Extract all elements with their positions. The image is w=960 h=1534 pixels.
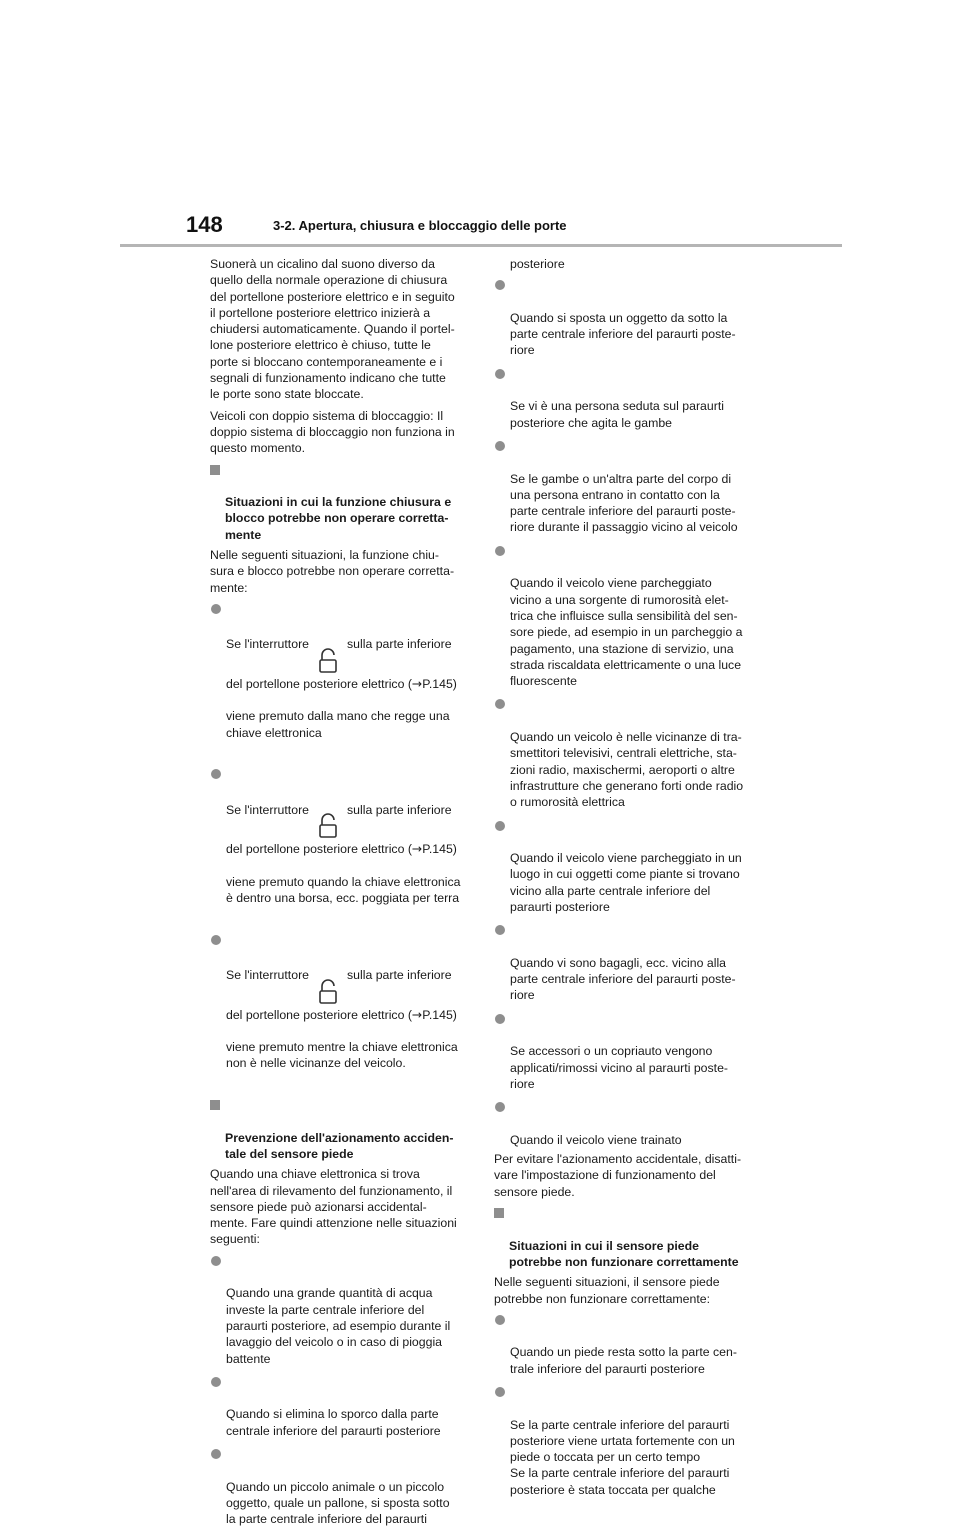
arrow-right-icon: → (411, 1007, 423, 1022)
circle-bullet-icon (495, 1014, 505, 1024)
item-text: Quando il veicolo viene parcheggiato in un luogo in cui oggetti come piante si trovano vicino alla parte centrale inferiore del paraurti posteriore (510, 851, 742, 914)
section-title: 3-2. Apertura, chiusura e bloccaggio delle porte (273, 218, 567, 233)
item-text: Se l'interruttore (226, 637, 309, 652)
circle-bullet-icon (211, 769, 221, 779)
paragraph: Nelle seguenti situazioni, la funzione chiu- sura e blocco potrebbe non operare corretta- mente: (210, 548, 455, 595)
item-text: Se vi è una persona seduta sul paraurti posteriore che agita le gambe (510, 399, 724, 430)
circle-bullet-icon (211, 1377, 221, 1387)
list-item (494, 438, 756, 536)
square-bullet-icon (494, 1208, 504, 1218)
list-item (494, 696, 756, 810)
page-number: 148 (186, 212, 223, 237)
heading-text: Situazioni in cui il sensore piede potrebbe non funzionare correttamente (509, 1238, 739, 1269)
item-text: Se l'interruttore (226, 968, 309, 983)
item-text: del portellone posteriore elettrico ( (226, 1007, 412, 1022)
item-text: del portellone posteriore elettrico ( (226, 676, 412, 691)
item-text: Quando il veicolo viene parcheggiato vicino a una sorgente di rumorosità elet- trica che influisce sulla sensibilità del sen- sore piede, ad esempio in un parcheggio a pagamento, una stazione di servizio, una strada riscaldata elettricamente o una luce fluorescente (510, 576, 743, 689)
item-text: Quando un piede resta sotto la parte cen- trale inferiore del paraurti posteriore (510, 1345, 737, 1376)
circle-bullet-icon (495, 280, 505, 290)
list-item (210, 1253, 468, 1367)
arrow-right-icon: → (411, 842, 423, 857)
item-text: Se le gambe o un'altra parte del corpo di una persona entrano in contatto con la parte centrale inferiore del paraurti poste- riore durante il passaggio vicino al veicolo (510, 471, 738, 535)
item-text: sulla parte inferiore (347, 968, 452, 983)
square-bullet-icon (210, 1100, 220, 1110)
circle-bullet-icon (495, 925, 505, 935)
paragraph: Nelle seguenti situazioni, il sensore piede potrebbe non funzionare correttamente: (494, 1275, 720, 1306)
paragraph: Suonerà un cicalino dal suono diverso da quello della normale operazione di chiusura del portellone posteriore elettrico e in seguito il portellone posteriore elettrico inizierà a chiudersi automaticamente. Quando il portel- lone posteriore elettrico è chiuso, tutte le porte si bloccano contemporaneamente e i segnali di funzionamento indicano che tutte le porte sono state bloccate. (210, 257, 455, 402)
lock-icon (313, 797, 343, 823)
paragraph-continuation: posteriore (510, 257, 565, 271)
item-text: Quando un veicolo è nelle vicinanze di tra- smettitori televisivi, centrali elettriche, sta- zioni radio, maxischermi, aeroporti o altre infrastrutture che generano forti onde radio o rumorosità elettrica (510, 730, 744, 810)
item-text: sulla parte inferiore (347, 802, 452, 817)
item-text: Quando si sposta un oggetto da sotto la parte centrale inferiore del paraurti poste- riore (510, 310, 736, 358)
paragraph: Veicoli con doppio sistema di bloccaggio: Il doppio sistema di bloccaggio non funziona in questo momento. (210, 408, 455, 456)
list-item (494, 366, 756, 431)
item-text: Quando un piccolo animale o un piccolo oggetto, quale un pallone, si sposta sotto la parte centrale inferiore del paraurti (226, 1479, 450, 1527)
lock-icon (313, 632, 343, 658)
list-item (494, 543, 756, 690)
item-text: sulla parte inferiore (347, 637, 452, 652)
item-text: viene premuto mentre la chiave elettronica non è nelle vicinanze del veicolo. (226, 1040, 458, 1071)
item-text: viene premuto quando la chiave elettronica è dentro una borsa, ecc. poggiata per terra (226, 874, 461, 906)
circle-bullet-icon (495, 1315, 505, 1325)
section-heading (494, 1205, 756, 1270)
list-item (210, 932, 468, 1088)
list-item (210, 1374, 468, 1439)
heading-text: Situazioni in cui la funzione chiusura e blocco potrebbe non operare corretta- mente (225, 495, 452, 542)
paragraph: Quando una chiave elettronica si trova nell'area di rilevamento del funzionamento, il sensore piede può azionarsi accidental- mente. Fare quindi attenzione nelle situazioni seguenti: (210, 1167, 457, 1247)
list-item (494, 922, 756, 1003)
list-item (494, 277, 756, 358)
item-text: Quando il veicolo viene trainato (510, 1132, 682, 1147)
square-bullet-icon (210, 465, 220, 475)
left-column (210, 256, 468, 1534)
right-column (494, 256, 756, 1505)
item-text: Se l'interruttore (226, 802, 309, 817)
item-text: Quando si elimina lo sporco dalla parte centrale inferiore del paraurti posteriore (226, 1407, 441, 1438)
item-text: viene premuto dalla mano che regge una chiave elettronica (226, 709, 450, 740)
circle-bullet-icon (495, 369, 505, 379)
circle-bullet-icon (495, 699, 505, 709)
list-item (494, 1011, 756, 1092)
section-heading (210, 1097, 468, 1162)
list-item (494, 1384, 756, 1498)
list-item (210, 1446, 468, 1527)
circle-bullet-icon (495, 821, 505, 831)
circle-bullet-icon (495, 1102, 505, 1112)
circle-bullet-icon (211, 935, 221, 945)
page-reference: P.145) (422, 842, 457, 857)
paragraph: Per evitare l'azionamento accidentale, disatti- vare l'impostazione di funzionamento del sensore piede. (494, 1152, 742, 1199)
circle-bullet-icon (495, 441, 505, 451)
lock-icon (313, 962, 343, 988)
section-heading (210, 462, 468, 543)
page-reference: P.145) (422, 1007, 457, 1022)
list-item (494, 1099, 756, 1148)
circle-bullet-icon (495, 1387, 505, 1397)
item-text: Quando una grande quantità di acqua investe la parte centrale inferiore del paraurti posteriore, ad esempio durante il lavaggio del veicolo o in caso di pioggia battente (226, 1286, 451, 1366)
arrow-right-icon: → (411, 676, 423, 691)
circle-bullet-icon (211, 604, 221, 614)
item-text: Se la parte centrale inferiore del paraurti posteriore viene urtata fortemente con un piede o toccata per un certo tempo Se la parte centrale inferiore del paraurti posteriore è stata toccata per qualche (510, 1417, 735, 1497)
list-item (210, 766, 468, 922)
item-text: del portellone posteriore elettrico ( (226, 842, 412, 857)
list-item (210, 601, 468, 757)
page-reference: P.145) (422, 676, 457, 691)
heading-text: Prevenzione dell'azionamento acciden- tale del sensore piede (225, 1130, 454, 1161)
circle-bullet-icon (211, 1256, 221, 1266)
header-divider (120, 244, 842, 247)
circle-bullet-icon (495, 546, 505, 556)
item-text: Quando vi sono bagagli, ecc. vicino alla parte centrale inferiore del paraurti poste- riore (510, 955, 736, 1003)
circle-bullet-icon (211, 1449, 221, 1459)
list-item (494, 818, 756, 916)
list-item (494, 1312, 756, 1377)
item-text: Se accessori o un copriauto vengono applicati/rimossi vicino al paraurti poste- riore (510, 1044, 729, 1091)
